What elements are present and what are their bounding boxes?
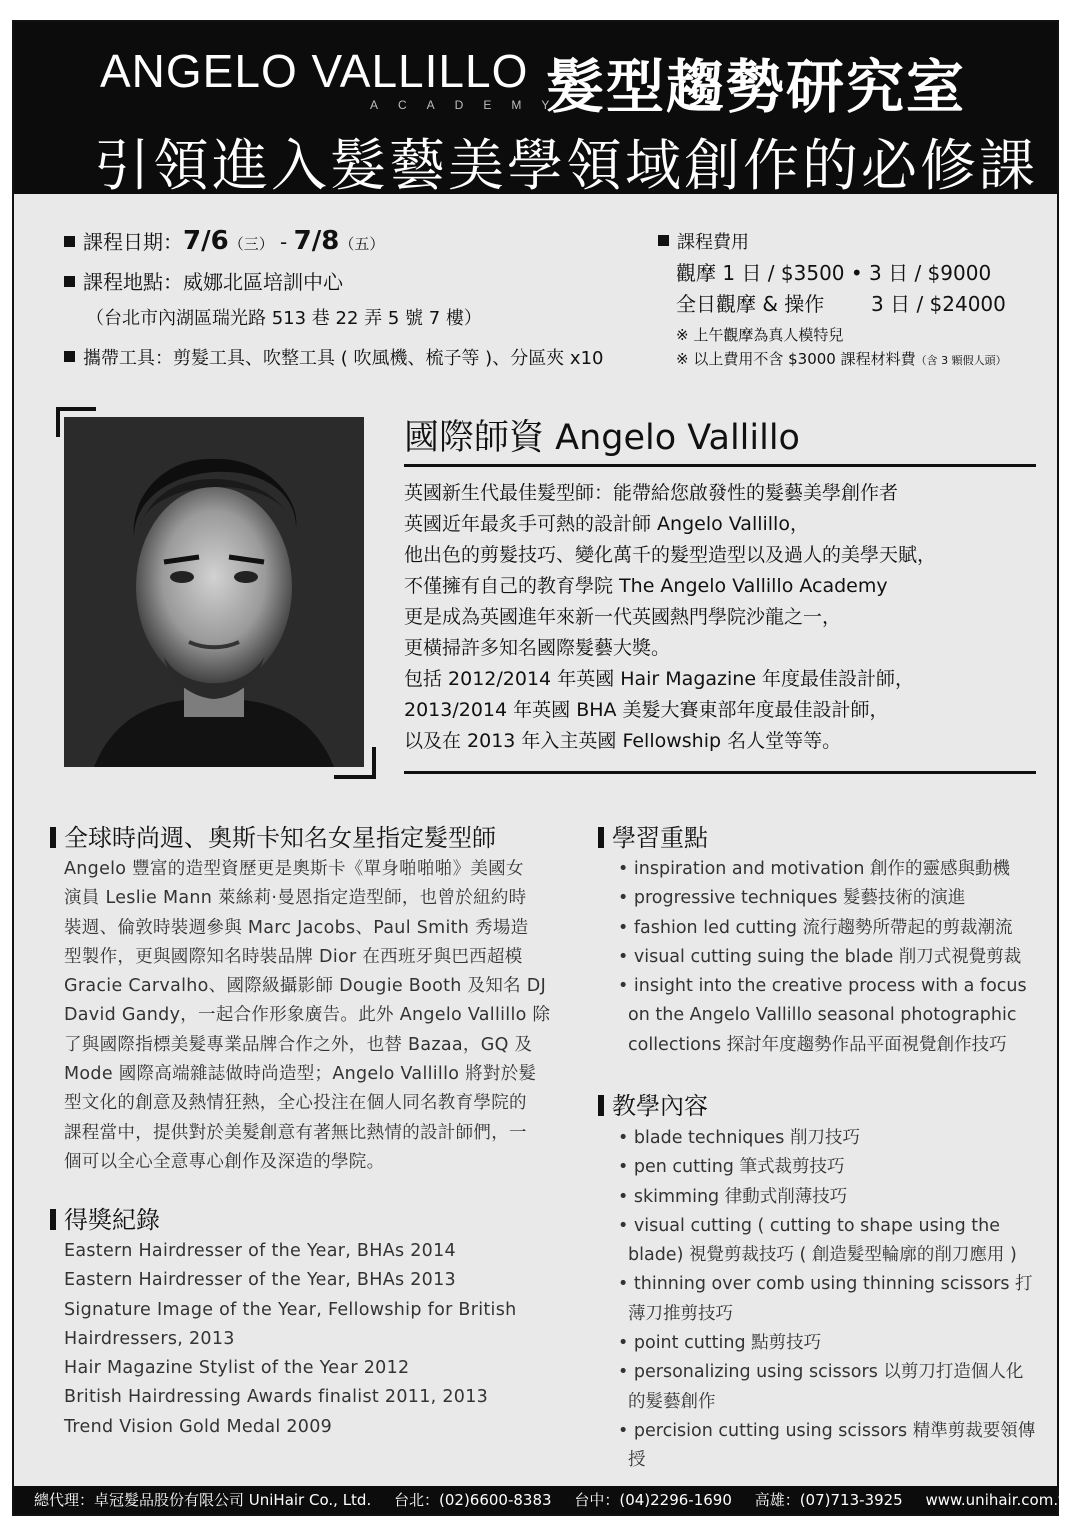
- instructor-bio: [404, 478, 1044, 757]
- footer-agent: 總代理：卓冠髮品股份有限公司 UniHair Co., Ltd.: [34, 1491, 372, 1509]
- instructor-title: 國際師資 Angelo Vallillo: [404, 418, 800, 458]
- footer-bar: [14, 1486, 1076, 1514]
- learn-item: • insight into the creative process with a focus on the Angelo Vallillo seasonal photographic collections 探討年度趨勢作品平面視覺創作技巧: [618, 976, 1027, 1055]
- tagline: 引領進入髮藝美學領域創作的必修課: [94, 134, 1038, 199]
- teach-item: • percision cutting using scissors 精準剪裁要領傳授: [618, 1420, 1036, 1471]
- learn-item: • progressive techniques 髮藝技術的演進: [618, 888, 966, 909]
- brand-logo-text: ANGELO VALLILLO: [100, 45, 529, 97]
- course-date: 課程日期：7/6（三） - 7/8（五）: [64, 226, 384, 256]
- course-place: 課程地點：威娜北區培訓中心: [64, 266, 343, 295]
- learn-list: [616, 855, 1036, 1060]
- lab-title: 髮型趨勢研究室: [546, 53, 967, 121]
- fee-label: 課程費用: [658, 228, 749, 254]
- award-item: Trend Vision Gold Medal 2009: [64, 1416, 333, 1437]
- teach-item: • personalizing using scissors 以剪刀打造個人化的髮藝創作: [618, 1362, 1024, 1412]
- poster: [12, 20, 1076, 1516]
- fee-note-2: ※ 以上費用不含 $3000 課程材料費（含 3 顆假人頭）: [676, 350, 1007, 368]
- footer-kaohsiung-phone[interactable]: 高雄：(07)713-3925: [754, 1491, 903, 1509]
- bio-line: 不僅擁有自己的教育學院 The Angelo Vallillo Academy: [404, 575, 888, 597]
- footer-taichung-phone[interactable]: 台中：(04)2296-1690: [574, 1491, 732, 1509]
- date-start: 7/6: [183, 226, 229, 256]
- learn-item: • visual cutting suing the blade 削刀式視覺剪裁: [618, 946, 1022, 967]
- learn-item: • inspiration and motivation 創作的靈感與動機: [618, 859, 1011, 879]
- header-banner: [14, 22, 1057, 199]
- teach-item: • visual cutting ( cutting to shape using the blade) 視覺剪裁技巧 ( 創造髮型輪廓的削刀應用 ): [618, 1215, 1017, 1266]
- bio-line: 他出色的剪髮技巧、變化萬千的髮型造型以及過人的美學天賦，: [404, 544, 937, 566]
- photo-bracket-bottom-right: [334, 747, 376, 779]
- section-teach-title: 教學內容: [598, 1086, 708, 1121]
- section-bar-icon: [50, 827, 56, 848]
- bio-line: 更橫掃許多知名國際髮藝大獎。: [404, 637, 671, 659]
- award-item: Hair Magazine Stylist of the Year 2012: [64, 1358, 410, 1379]
- awards-list: [64, 1237, 564, 1442]
- portrait-photo: [64, 417, 364, 767]
- teach-item: • blade techniques 削刀技巧: [618, 1128, 860, 1148]
- bio-line: 英國新生代最佳髮型師：能帶給您啟發性的髮藝美學創作者: [404, 482, 899, 504]
- section-bar-icon: [50, 1209, 56, 1230]
- bio-line: 更是成為英國進年來新一代英國熱門學院沙龍之一，: [404, 606, 842, 628]
- square-bullet-icon: [64, 276, 75, 287]
- teach-list: [616, 1124, 1036, 1476]
- section-bar-icon: [598, 1095, 604, 1116]
- portrait-silhouette: [64, 417, 364, 767]
- bio-line: 以及在 2013 年入主英國 Fellowship 名人堂等等。: [404, 730, 842, 752]
- footer-taipei-phone[interactable]: 台北：(02)6600-8383: [394, 1491, 552, 1509]
- brand-academy-text: ACADEMY: [370, 98, 570, 112]
- global-paragraph: Angelo 豐富的造型資歷更是奧斯卡《單身啪啪啪》美國女 演員 Leslie Mann 萊絲莉·曼恩指定造型師，也曾於紐約時 裝週、倫敦時裝週參與 Marc Jacobs、Paul Smith 秀場造 型製作，更與國際知名時裝品牌 Dior 在西班牙與巴西超模 Gracie Carvalho、國際級攝影師 Dougie Booth 及知名 DJ David Gandy，一起合作形象廣告。此外 Angelo Vallillo 除 了與國際指標美髮專業品牌合作之外，也替 Bazaa，GQ 及 Mode 國際高端雜誌做時尚造型；Angelo Vallillo 將對於髮 型文化的創意及熱情狂熱，全心投注在個人同名教育學院的 課程當中，提供對於美髮創意有著無比熱情的設計師們，一 個可以全心全意專心創作及深造的學院。: [64, 859, 551, 1172]
- bio-bottom-rule: [404, 771, 1036, 774]
- learn-item: • fashion led cutting 流行趨勢所帶起的剪裁潮流: [618, 917, 1013, 938]
- fee-line-2: 全日觀摩 & 操作 3 日 / $24000: [676, 292, 1006, 316]
- section-bar-icon: [598, 827, 604, 848]
- fee-note-1: ※ 上午觀摩為真人模特兒: [676, 326, 844, 344]
- award-item: Eastern Hairdresser of the Year, BHAs 2014: [64, 1241, 456, 1261]
- award-item: Eastern Hairdresser of the Year, BHAs 2013: [64, 1270, 456, 1291]
- square-bullet-icon: [64, 236, 75, 247]
- course-tools: 攜帶工具：剪髮工具、吹整工具 ( 吹風機、梳子等 )、分區夾 x10: [64, 344, 604, 370]
- teach-item: • pen cutting 筆式裁剪技巧: [618, 1157, 845, 1178]
- teach-item: • skimming 律動式削薄技巧: [618, 1186, 848, 1207]
- teach-item: • point cutting 點剪技巧: [618, 1333, 822, 1354]
- bio-line: 包括 2012/2014 年英國 Hair Magazine 年度最佳設計師，: [404, 668, 915, 690]
- bio-top-rule: [404, 464, 1036, 467]
- teach-item: • thinning over comb using thinning scissors 打薄刀推剪技巧: [618, 1274, 1033, 1324]
- bio-line: 2013/2014 年英國 BHA 美髮大賽東部年度最佳設計師，: [404, 699, 889, 721]
- award-item: Hairdressers, 2013: [64, 1328, 235, 1349]
- square-bullet-icon: [658, 235, 669, 246]
- award-item: British Hairdressing Awards finalist 2011, 2013: [64, 1387, 489, 1408]
- square-bullet-icon: [64, 351, 75, 362]
- award-item: Signature Image of the Year, Fellowship for British: [64, 1299, 517, 1320]
- section-awards-title: 得獎紀錄: [50, 1200, 160, 1235]
- date-end: 7/8: [293, 226, 340, 256]
- footer-website-link[interactable]: www.unihair.com.tw: [925, 1491, 1076, 1509]
- fee-line-1: 觀摩 1 日 / $3500 • 3 日 / $9000: [676, 261, 992, 285]
- section-global-title: 全球時尚週、奧斯卡知名女星指定髮型師: [50, 818, 496, 853]
- section-learn-title: 學習重點: [598, 818, 708, 853]
- bio-line: 英國近年最炙手可熱的設計師 Angelo Vallillo，: [404, 513, 809, 535]
- course-address: （台北市內湖區瑞光路 513 巷 22 弄 5 號 7 樓）: [86, 308, 482, 329]
